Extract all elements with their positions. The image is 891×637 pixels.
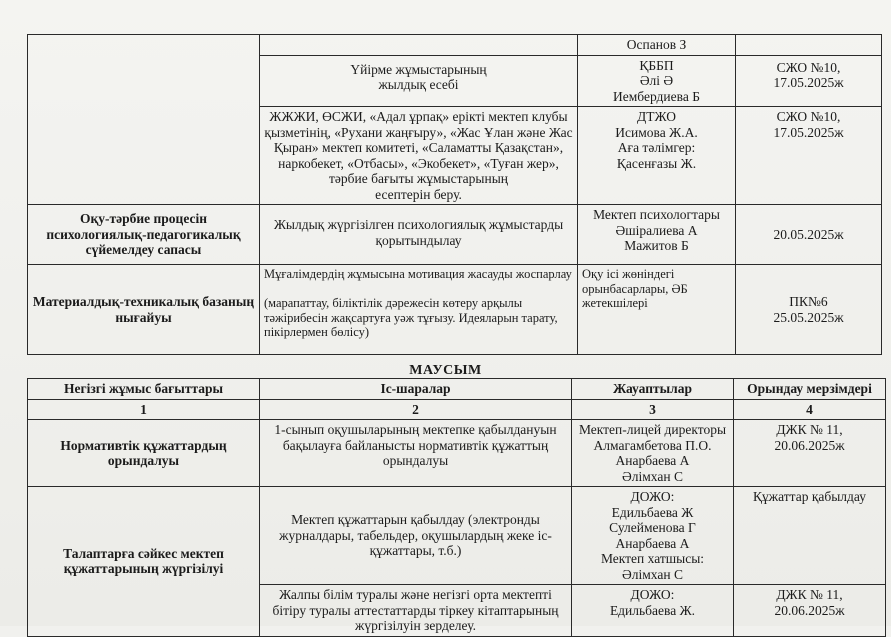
activity-cell: Үйірме жұмыстарының жылдық есебі — [260, 55, 578, 107]
activity-cell: Жалпы білім туралы және негізгі орта мектепті бітіру туралы аттестаттарды тіркеу кітаптарының жүргізілуін зерделеу. — [260, 585, 572, 637]
responsible-cell: Оқу ісі жөніндегі орынбасарлары, ӘБ жетекшілері — [578, 265, 736, 355]
deadline-cell: ПК№6 25.05.2025ж — [736, 265, 882, 355]
responsible-cell: Оспанов З — [578, 35, 736, 56]
activity-cell: 1-сынып оқушыларының мектепке қабылдануын бақылауға байланысты нормативтік құжаттың орындалуы — [260, 420, 572, 487]
table-row — [28, 487, 886, 585]
deadline-cell: СЖО №10, 17.05.2025ж — [736, 107, 882, 205]
column-number: 1 — [28, 399, 260, 420]
header-row — [28, 379, 886, 400]
column-number: 3 — [572, 399, 734, 420]
activity-cell: Мұғалімдердің жұмысына мотивация жасауды жоспарлау (марапаттау, біліктілік дәрежесін көтеру арқылы тәжірибесін жақсартуға уәж тұғызу. Идеяларын тарату, пікірлермен бөлісу) — [260, 265, 578, 355]
plan-table-june — [27, 378, 886, 637]
deadline-cell: 20.05.2025ж — [736, 205, 882, 265]
responsible-cell: Мектеп психологтары Әшіралиева А Мажитов Б — [578, 205, 736, 265]
deadline-cell: СЖО №10, 17.05.2025ж — [736, 55, 882, 107]
deadline-cell — [736, 35, 882, 56]
responsible-cell: ДТЖО Исимова Ж.А. Аға тәлімгер: Қасенғазы Ж. — [578, 107, 736, 205]
direction-cell — [28, 35, 260, 205]
column-number: 2 — [260, 399, 572, 420]
responsible-cell: ДОЖО: Едильбаева Ж. — [572, 585, 734, 637]
month-title: МАУСЫМ — [409, 363, 482, 378]
table-row — [28, 35, 882, 56]
activity-cell — [260, 35, 578, 56]
column-header: Негізгі жұмыс бағыттары — [28, 379, 260, 400]
direction-cell: Талаптарға сәйкес мектеп құжаттарының жүргізілуі — [28, 487, 260, 637]
column-number: 4 — [734, 399, 886, 420]
activity-cell: ЖЖЖИ, ӨСЖИ, «Адал ұрпақ» ерікті мектеп клубы қызметінің, «Рухани жаңғыру», «Жас Ұлан және Жас Қыран» мектеп комитеті, «Саламатты Қазақстан», наркобекет, «Отбасы», «Экобекет», «Туған жер», тәрбие бағыты жұмыстарының есептерін беру. — [260, 107, 578, 205]
responsible-cell: Мектеп-лицей директоры Алмагамбетова П.О. Анарбаева А Әлімхан С — [572, 420, 734, 487]
table-row — [28, 420, 886, 487]
table-row — [28, 265, 882, 355]
deadline-cell: Құжаттар қабылдау — [734, 487, 886, 585]
responsible-cell: ҚББП Әлі Ә Иембердиева Б — [578, 55, 736, 107]
column-header: Жауаптылар — [572, 379, 734, 400]
direction-cell: Нормативтік құжаттардың орындалуы — [28, 420, 260, 487]
direction-cell: Материалдық-техникалық базаның нығайуы — [28, 265, 260, 355]
direction-cell: Оқу-тәрбие процесін психологиялық-педагогикалық сүйемелдеу сапасы — [28, 205, 260, 265]
activity-cell: Мектеп құжаттарын қабылдау (электронды журналдары, табельдер, оқушылардың жеке іс- құжаттары, т.б.) — [260, 487, 572, 585]
deadline-cell: ДЖК № 11, 20.06.2025ж — [734, 420, 886, 487]
activity-cell: Жылдық жүргізілген психологиялық жұмыстарды қорытындылау — [260, 205, 578, 265]
deadline-cell: ДЖК № 11, 20.06.2025ж — [734, 585, 886, 637]
column-header: Іс-шаралар — [260, 379, 572, 400]
column-header: Орындау мерзімдері — [734, 379, 886, 400]
table-row — [28, 205, 882, 265]
number-row — [28, 399, 886, 420]
plan-table-may — [27, 34, 882, 355]
responsible-cell: ДОЖО: Едильбаева Ж Сулейменова Г Анарбаева А Мектеп хатшысы: Әлімхан С — [572, 487, 734, 585]
